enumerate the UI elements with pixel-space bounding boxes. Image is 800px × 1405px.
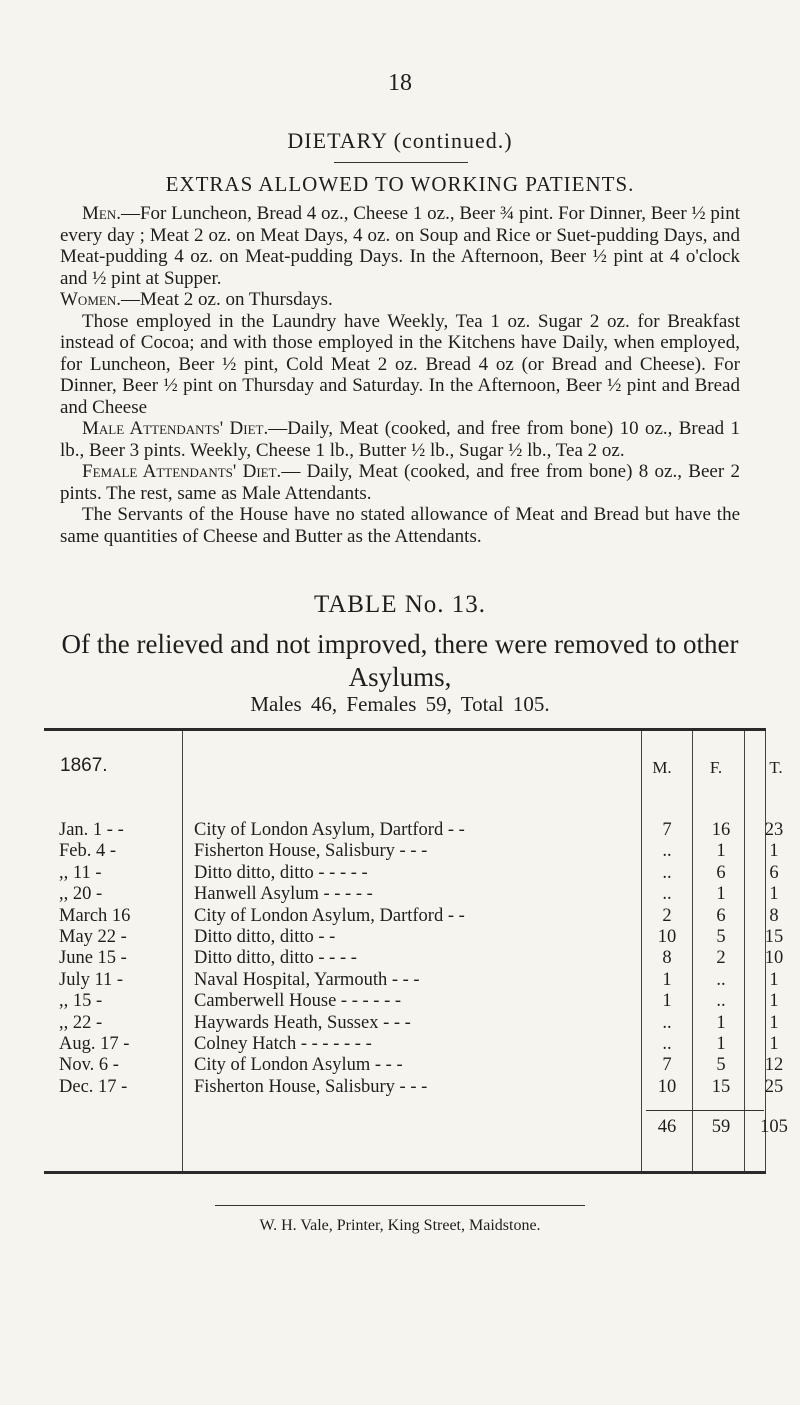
row-females: 5	[716, 926, 726, 947]
servants-paragraph: The Servants of the House have no stated allowance of Meat and Bread but have the same quantities of Cheese and Butter as the Attendants.	[60, 504, 740, 547]
row-place: Haywards Heath, Sussex - - -	[194, 1012, 411, 1033]
row-males: 10	[657, 926, 677, 947]
dietary-heading: DIETARY (continued.)	[287, 128, 513, 153]
row-males: ..	[662, 862, 672, 883]
row-place: City of London Asylum - - -	[194, 1055, 403, 1076]
row-females: 1	[716, 841, 726, 862]
row-place: Ditto ditto, ditto - - - -	[194, 948, 357, 969]
row-total: 1	[769, 884, 779, 905]
row-place: City of London Asylum, Dartford - -	[194, 905, 465, 926]
men-text: —For Luncheon, Bread 4 oz., Cheese 1 oz., Beer ¾ pint. For Dinner, Beer ½ pint every day ; Meat 2 oz. on Meat Days, 4 oz. on Soup and Rice or Suet-pudding Days, and Meat-pudding 4 oz. on Meat-pudding Days. In the Afternoon, Beer ½ pint at 4 o'clock and ½ pint at Supper.	[60, 203, 740, 289]
row-place: Ditto ditto, ditto - -	[194, 926, 336, 947]
row-total: 1	[769, 969, 779, 990]
row-males: 2	[662, 905, 672, 926]
row-date: Jan. 1 - -	[59, 820, 124, 840]
table-row	[44, 1055, 784, 1076]
printer-footer: W. H. Vale, Printer, King Street, Maidstone.	[259, 1217, 541, 1234]
row-place: Colney Hatch - - - - - - -	[194, 1033, 372, 1054]
table-title: TABLE No. 13.	[313, 591, 487, 618]
table-row	[44, 905, 779, 927]
row-females: 1	[716, 1012, 726, 1033]
male-attendants-label: Male Attendants' Diet.	[82, 418, 269, 439]
row-females: 1	[716, 1033, 726, 1054]
dietary-body	[60, 203, 740, 547]
heading-divider	[334, 162, 468, 163]
row-date: Nov. 6 -	[59, 1055, 119, 1076]
row-males: 10	[657, 1076, 677, 1097]
laundry-paragraph: Those employed in the Laundry have Weekly, Tea 1 oz. Sugar 2 oz. for Breakfast instead of Cocoa; and with those employed in the Kitchens have Daily, when employed, for Luncheon, Beer ½ pint, Cold Meat 2 oz. Bread 4 oz (or Bread and Cheese). For Dinner, Beer ½ pint on Thursday and Saturday. In the Afternoon, Beer ½ pint and Bread and Cheese	[60, 310, 740, 418]
row-males: ..	[662, 1033, 672, 1054]
total-column-header: T.	[769, 758, 783, 777]
row-total: 1	[769, 1012, 779, 1033]
sum-rule	[646, 1110, 764, 1111]
table-top-rule	[44, 728, 766, 731]
row-females: 5	[716, 1055, 726, 1076]
row-date: May 22 -	[59, 926, 127, 947]
table-rows	[44, 820, 784, 1098]
females-column-header: F.	[709, 758, 723, 777]
row-males: ..	[662, 884, 672, 905]
row-place: Camberwell House - - - - - -	[194, 991, 402, 1012]
female-attendants-text: — Daily, Meat (cooked, and free from bone) 8 oz., Beer 2 pints. The rest, same as Male Attendants.	[60, 461, 740, 504]
row-males: 7	[662, 820, 672, 840]
men-paragraph	[60, 203, 740, 289]
row-place: City of London Asylum, Dartford - -	[194, 820, 465, 840]
women-label: Women.	[60, 289, 121, 310]
table-row	[44, 820, 784, 841]
year-header: 1867.	[60, 755, 108, 776]
row-females: 2	[716, 948, 726, 969]
table-row	[44, 1076, 784, 1098]
sum-total: 105	[760, 1117, 788, 1137]
row-total: 1	[769, 991, 779, 1012]
men-label: Men.	[82, 203, 121, 224]
row-date: July 11 -	[59, 969, 124, 990]
row-females: 1	[716, 884, 726, 905]
table-row	[44, 926, 784, 948]
table-bottom-rule	[44, 1171, 766, 1174]
row-total: 1	[769, 1033, 779, 1054]
row-date: March 16	[59, 905, 131, 926]
row-place: Fisherton House, Salisbury - - -	[194, 1076, 428, 1097]
row-total: 8	[769, 905, 779, 926]
women-paragraph	[60, 289, 740, 311]
row-place: Hanwell Asylum - - - - -	[194, 884, 373, 905]
row-date: Dec. 17 -	[59, 1076, 128, 1097]
row-females: 6	[716, 905, 726, 926]
row-total: 25	[764, 1076, 784, 1097]
row-total: 12	[764, 1055, 784, 1076]
row-place: Fisherton House, Salisbury - - -	[194, 841, 428, 862]
row-females: 15	[711, 1076, 731, 1097]
row-females: ..	[716, 991, 726, 1012]
row-place: Ditto ditto, ditto - - - - -	[194, 862, 368, 883]
row-males: 8	[662, 948, 672, 969]
row-date: ,, 11 -	[59, 862, 102, 883]
row-date: ,, 20 -	[59, 884, 103, 905]
row-females: 16	[711, 820, 731, 840]
row-date: June 15 -	[59, 948, 127, 969]
page-number: 18	[388, 70, 412, 96]
table-row	[44, 969, 779, 991]
row-males: 1	[662, 969, 672, 990]
table-totals-line: Males 46, Females 59, Total 105.	[250, 692, 550, 716]
row-date: Feb. 4 -	[59, 841, 117, 862]
male-attendants-text: —Daily, Meat (cooked, and free from bone) 10 oz., Bread 1 lb., Beer 3 pints. Weekly, Cheese 1 lb., Butter ½ lb., Sugar ½ lb., Tea 2 oz.	[60, 418, 740, 461]
row-males: 1	[662, 991, 672, 1012]
males-column-header: M.	[652, 758, 672, 777]
male-attendants-paragraph	[60, 418, 740, 461]
table-row	[44, 841, 779, 862]
row-females: ..	[716, 969, 726, 990]
row-total: 6	[769, 862, 779, 883]
women-text: —Meat 2 oz. on Thursdays.	[120, 289, 333, 310]
table-row	[44, 948, 784, 969]
table-row	[44, 1033, 779, 1055]
row-males: ..	[662, 1012, 672, 1033]
row-total: 23	[764, 820, 784, 840]
row-total: 10	[764, 948, 784, 969]
female-attendants-label: Female Attendants' Diet.	[82, 461, 282, 482]
row-total: 15	[764, 926, 784, 947]
row-place: Naval Hospital, Yarmouth - - -	[194, 969, 420, 990]
row-males: 7	[662, 1055, 672, 1076]
row-males: ..	[662, 841, 672, 862]
table-row	[44, 884, 779, 905]
sum-males: 46	[657, 1117, 677, 1137]
footer-rule	[215, 1205, 585, 1206]
sum-females: 59	[711, 1117, 731, 1137]
row-date: ,, 15 -	[59, 991, 103, 1012]
row-females: 6	[716, 862, 726, 883]
table-row	[44, 1012, 779, 1034]
extras-heading: EXTRAS ALLOWED TO WORKING PATIENTS.	[165, 172, 635, 196]
table-subtitle: Of the relieved and not improved, there were removed to other Asylums,	[61, 629, 739, 692]
row-total: 1	[769, 841, 779, 862]
female-attendants-paragraph	[60, 461, 740, 504]
row-date: Aug. 17 -	[59, 1033, 130, 1054]
table-row	[44, 991, 779, 1012]
row-date: ,, 22 -	[59, 1012, 103, 1033]
removals-table	[44, 728, 784, 1174]
table-row	[44, 862, 779, 884]
